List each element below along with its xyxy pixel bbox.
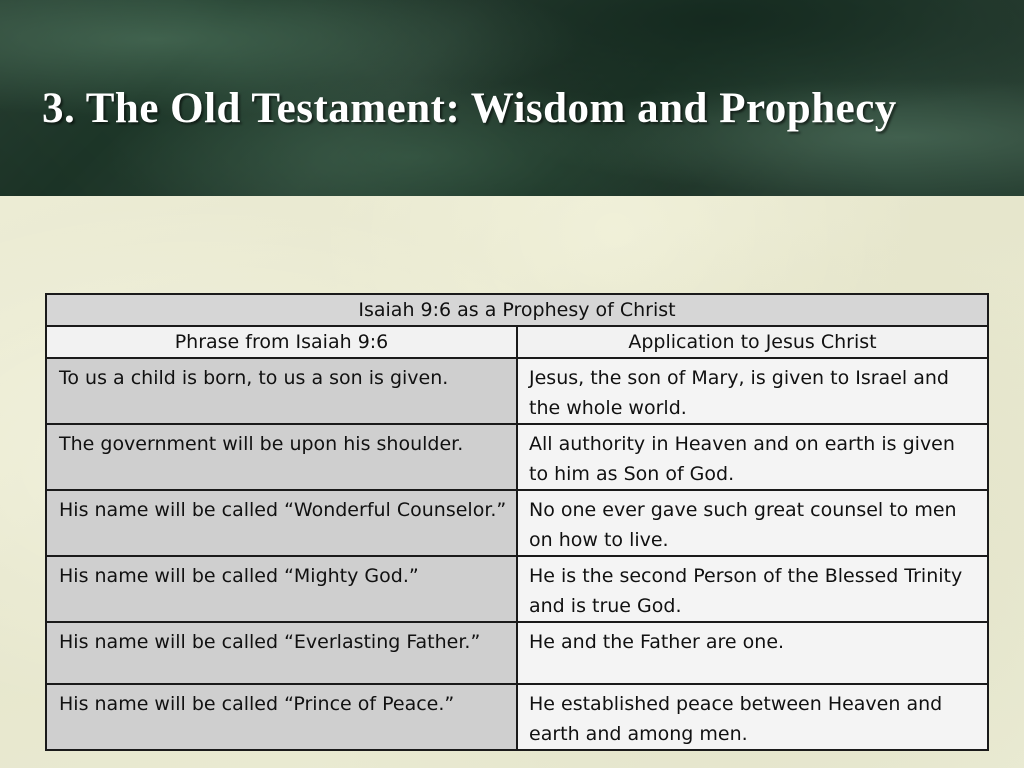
table-caption-row xyxy=(46,294,988,326)
table-row xyxy=(46,556,988,622)
table-row xyxy=(46,684,988,750)
application-cell: Jesus, the son of Mary, is given to Israel and the whole world. xyxy=(517,358,988,424)
phrase-cell: His name will be called “Mighty God.” xyxy=(46,556,517,622)
application-cell: He is the second Person of the Blessed Trinity and is true God. xyxy=(517,556,988,622)
phrase-cell: His name will be called “Prince of Peace.” xyxy=(46,684,517,750)
table-caption: Isaiah 9:6 as a Prophesy of Christ xyxy=(46,294,988,326)
table-row xyxy=(46,424,988,490)
table-row xyxy=(46,490,988,556)
column-header-application: Application to Jesus Christ xyxy=(517,326,988,358)
table-row xyxy=(46,622,988,684)
column-header-phrase: Phrase from Isaiah 9:6 xyxy=(46,326,517,358)
title-banner xyxy=(0,0,1024,196)
application-cell: All authority in Heaven and on earth is given to him as Son of God. xyxy=(517,424,988,490)
phrase-cell: To us a child is born, to us a son is given. xyxy=(46,358,517,424)
phrase-cell: His name will be called “Everlasting Father.” xyxy=(46,622,517,684)
application-cell: He established peace between Heaven and earth and among men. xyxy=(517,684,988,750)
application-cell: No one ever gave such great counsel to men on how to live. xyxy=(517,490,988,556)
prophecy-table xyxy=(45,293,989,751)
phrase-cell: His name will be called “Wonderful Counselor.” xyxy=(46,490,517,556)
application-cell: He and the Father are one. xyxy=(517,622,988,684)
phrase-cell: The government will be upon his shoulder. xyxy=(46,424,517,490)
table-row xyxy=(46,358,988,424)
table-header-row xyxy=(46,326,988,358)
slide-title: 3. The Old Testament: Wisdom and Prophecy xyxy=(42,85,897,132)
